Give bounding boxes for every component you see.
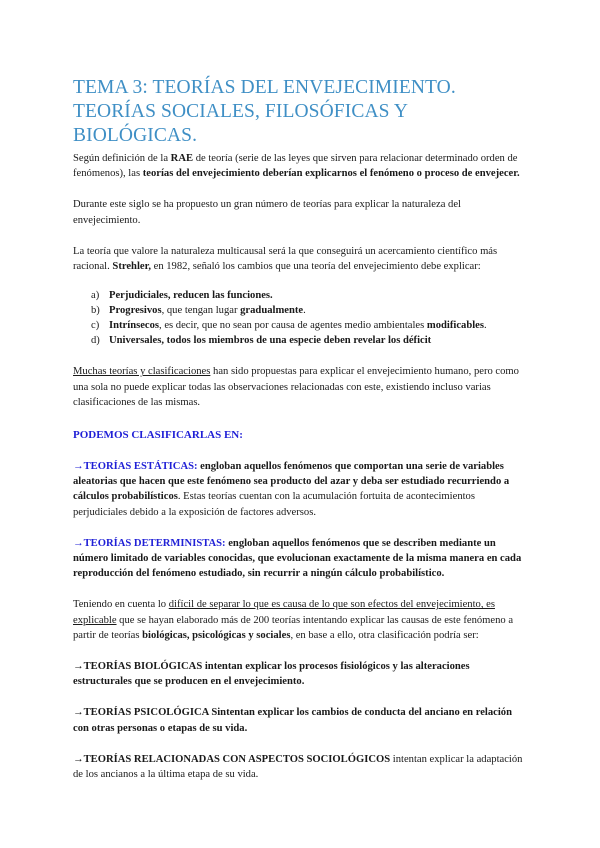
list-marker: b)	[91, 305, 100, 317]
strehler-name: Strehler,	[112, 261, 151, 273]
list-item-plain-2: .	[303, 305, 306, 317]
list-item-plain-2: .	[483, 319, 487, 331]
sociologicos-rest: intentan explicar la adaptación de los ancianos a la última etapa de su vida.	[73, 753, 523, 781]
sociologicos-paragraph	[73, 752, 530, 782]
para4-rest: han sido propuestas para explicar el envejecimiento humano, pero como una sola no puede explicar todas las observaciones relacionadas con este, existiendo incluso varias clasificaciones de las mismas.	[73, 366, 519, 408]
page-title: TEMA 3: TEORÍAS DEL ENVEJECIMIENTO. TEORÍAS SOCIALES, FILOSÓFICAS Y BIOLÓGICAS.	[73, 77, 456, 146]
deterministas-bold: engloban aquellos fenómenos que se describen mediante un número limitado de variables conocidas, que evolucionan exactamente de la misma manera en cada reproducción del fenómeno estudiado, sin recurrir a ningún cálculo probabilístico.	[73, 537, 522, 580]
list-item-plain: , es decir, que no sean por causa de agentes medio ambientales	[159, 319, 427, 331]
para5-bold: biológicas, psicológicas y sociales	[142, 629, 291, 641]
paragraph-2: Durante este siglo se ha propuesto un gran número de teorías para explicar la naturaleza del envejecimiento.	[73, 199, 461, 226]
para3-text-1: La teoría que valore la naturaleza multicausal será la que conseguirá un acercamiento científico más racional.	[73, 245, 498, 273]
estaticas-rest: . Estas teorías cuentan con la acumulación fortuita de acontecimientos perjudiciales debido a la exposición de factores adversos.	[73, 491, 475, 518]
list-item-text	[109, 319, 487, 334]
estaticas-bold: engloban aquellos fenómenos que comportan una serie de variables aleatorias que hacen que este fenómeno sea producto del azar y deba ser estudiado recurriendo a cálculos probabilísticos	[73, 461, 510, 503]
paragraph-3	[73, 244, 530, 274]
list-item-plain: , que tengan lugar	[161, 305, 241, 317]
list-item-bold: Perjudiciales, reducen las funciones.	[109, 290, 273, 302]
rae-term: RAE	[170, 153, 194, 164]
para4-underlined: Muchas teorías y clasificaciones	[73, 366, 211, 378]
sociologicos-bold: →TEORÍAS RELACIONADAS CON ASPECTOS SOCIOLÓGICOS	[73, 753, 391, 765]
list-marker: a)	[91, 290, 100, 302]
list-item-bold: Progresivos	[109, 305, 162, 317]
para5-underlined: difícil de separar lo que es causa de lo que son efectos del envejecimiento, es explicable	[73, 599, 495, 626]
estaticas-label: →TEORÍAS ESTÁTICAS:	[73, 461, 198, 473]
paragraph-5	[73, 597, 530, 643]
list-item	[91, 319, 530, 334]
para5-text-3: , en base a ello, otra clasificación podría ser:	[290, 629, 479, 641]
paragraph-4	[73, 364, 530, 410]
biologicas-paragraph: →TEORÍAS BIOLÓGICAS intentan explicar los procesos fisiológicos y las alteraciones estructurales que se producen en el envejecimiento.	[73, 661, 470, 688]
estaticas-paragraph	[73, 459, 530, 520]
classify-heading: PODEMOS CLASIFICARLAS EN:	[73, 429, 243, 442]
psicologicas-paragraph: →TEORÍAS PSICOLÓGICA Sintentan explicar los cambios de conducta del anciano en relación con otras personas o etapas de su vida.	[73, 707, 512, 734]
intro-bold-text: teorías del envejecimiento deberían explicarnos el fenómeno o proceso de envejecer.	[142, 168, 520, 180]
list-item-bold-2: gradualmente	[240, 305, 304, 317]
list-item	[91, 289, 530, 304]
para5-text-1: Teniendo en cuenta lo	[73, 599, 169, 611]
deterministas-paragraph	[73, 536, 530, 582]
intro-text-2: de teoría (serie de las leyes que sirven para relacionar determinado orden de fenómenos), las	[73, 153, 518, 180]
list-marker: c)	[91, 319, 100, 331]
list-item	[91, 304, 530, 319]
intro-text-1: Según definición de la	[73, 153, 171, 164]
list-item-bold: Universales, todos los miembros de una especie deben revelar los déficit	[109, 334, 432, 346]
list-item	[91, 334, 530, 349]
list-item-text	[109, 304, 306, 319]
list-item-text	[109, 334, 431, 349]
list-item-text	[109, 289, 273, 304]
para5-text-2: que se hayan elaborado más de 200 teorías intentando explicar las causas de este fenómeno a partir de teorías	[73, 614, 514, 641]
list-item-bold-2: modificables	[426, 319, 484, 331]
deterministas-label: →TEORÍAS DETERMINISTAS:	[73, 537, 226, 549]
changes-list	[91, 289, 530, 348]
list-marker: d)	[91, 334, 100, 346]
para3-text-2: en 1982, señaló los cambios que una teoría del envejecimiento debe explicar:	[150, 261, 481, 273]
list-item-bold: Intrínsecos	[109, 319, 160, 331]
intro-paragraph	[73, 151, 530, 181]
